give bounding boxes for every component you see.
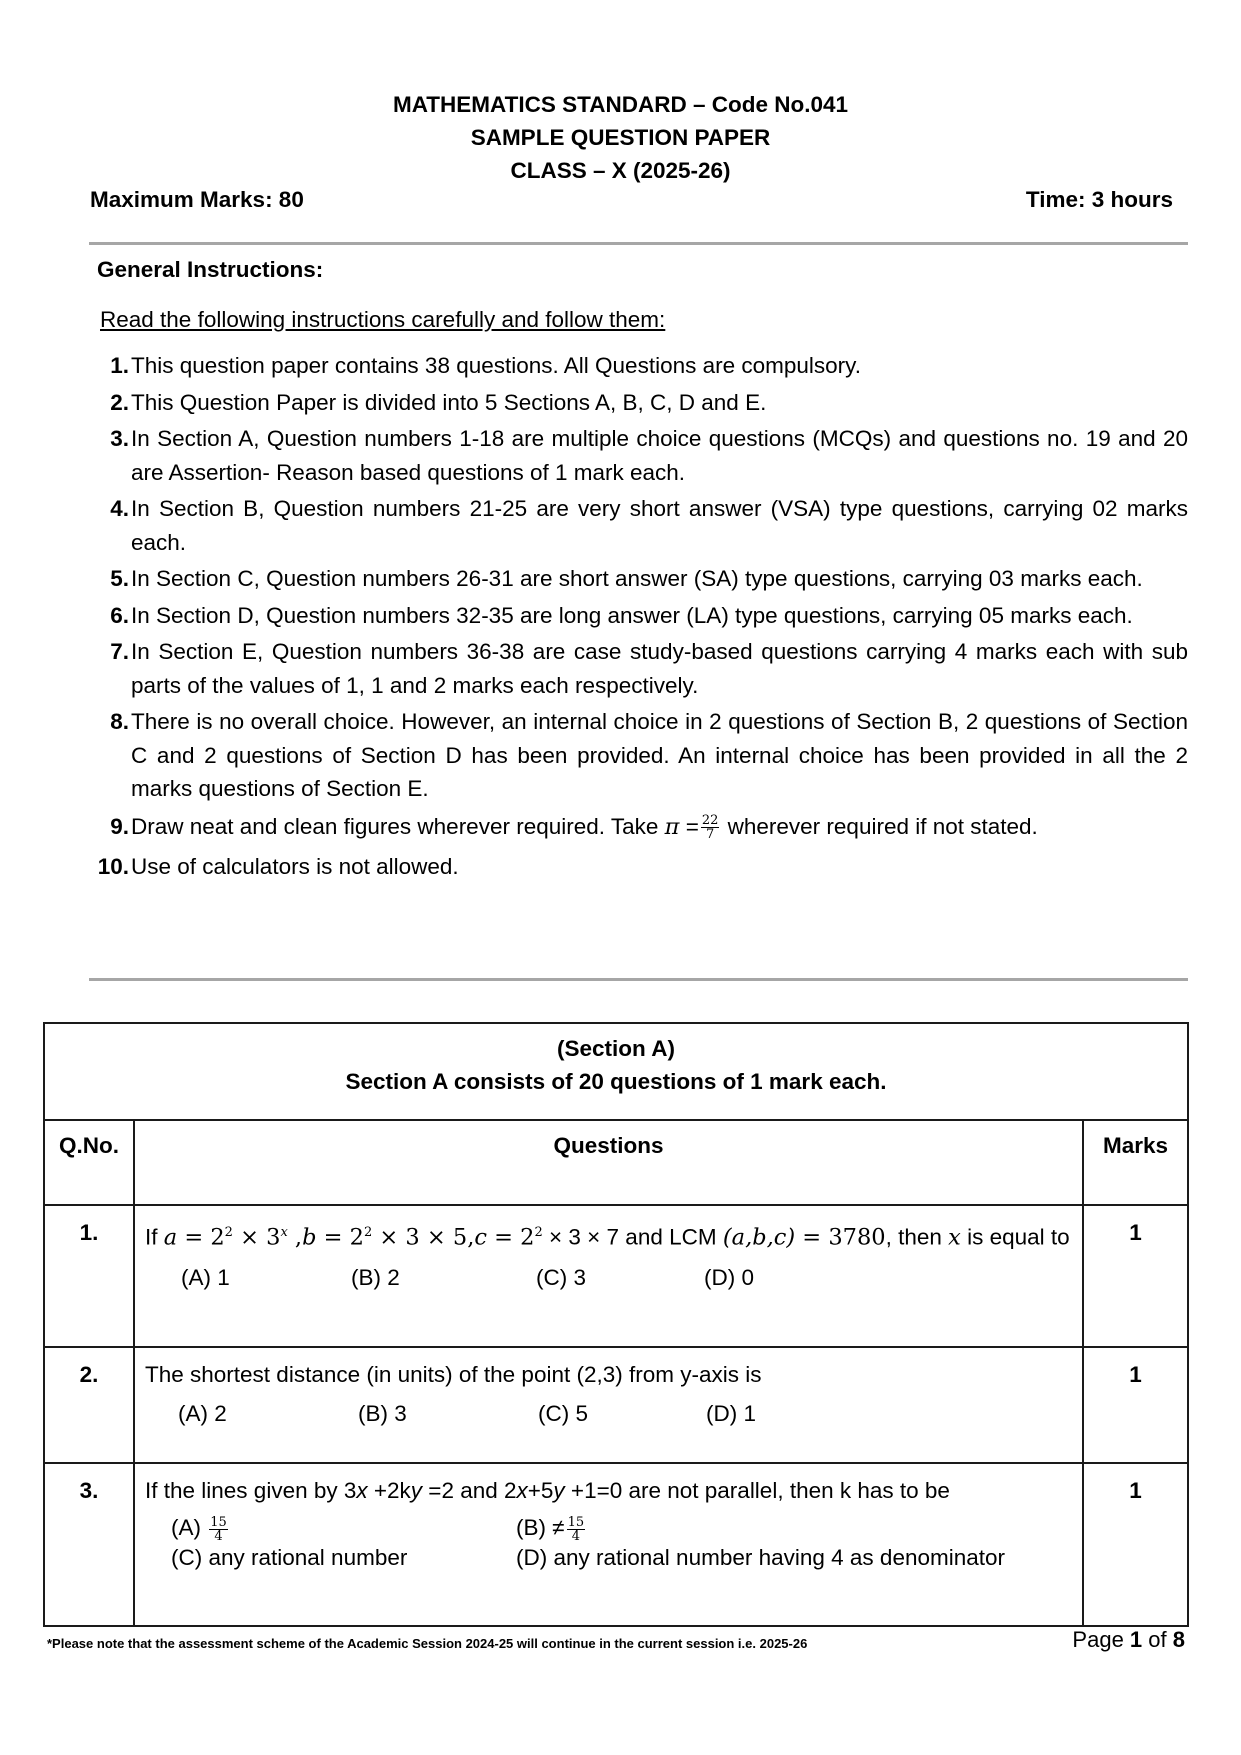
option-b[interactable]: (B) ≠ $\frac{15}{4}$ [516, 1514, 585, 1544]
fraction-22-over-7: $\frac{22}{7}$ [701, 813, 719, 843]
instruction-item: 7. In Section E, Question numbers 36-38 are case study-based questions carrying 4 marks each with sub parts of the values of 1, 1 and 2 marks each respectively. [110, 639, 1188, 698]
instruction-item: 2. This Question Paper is divided into 5 Sections A, B, C, D and E. [110, 389, 767, 415]
question-stem: If $a = 2^2 \times 3^x$ $,b = 2^2 \times 3 \times 5,c = 2^2 \times 3 \times 7$ and LCM (a,b,c) = 3780, then x is equal to [145, 1224, 1070, 1251]
max-marks: Maximum Marks: 80 [90, 187, 304, 212]
option-c[interactable]: (C) any rational number [171, 1545, 408, 1570]
paper-title: MATHEMATICS STANDARD – Code No.041 [392, 92, 849, 117]
column-header-questions: Questions [134, 1120, 1083, 1205]
paper-class: CLASS – X (2025-26) [510, 158, 731, 183]
option-d[interactable]: (D) 0 [704, 1264, 754, 1290]
column-header-row [44, 1120, 1188, 1205]
column-header-qno: Q.No. [44, 1120, 134, 1205]
instruction-item: 1. This question paper contains 38 questions. All Questions are compulsory. [110, 353, 861, 378]
bottom-divider [89, 978, 1188, 981]
option-b[interactable]: (B) 3 [358, 1401, 407, 1426]
question-options [145, 1513, 1072, 1573]
option-c[interactable]: (C) 3 [536, 1264, 586, 1290]
page-number: Page 1 of 8 [1072, 1627, 1185, 1652]
instruction-item: 6. In Section D, Question numbers 32-35 are long answer (LA) type questions, carrying 05 marks each. [110, 602, 1133, 628]
question-row [44, 1463, 1188, 1626]
instructions-list [90, 349, 1188, 887]
top-divider [89, 242, 1188, 245]
section-title: (Section A) [557, 1036, 675, 1061]
question-cell [134, 1205, 1083, 1347]
question-options [145, 1397, 1072, 1430]
option-a[interactable]: (A) $\frac{15}{4}$ [171, 1514, 227, 1544]
question-number: 1. [44, 1205, 134, 1347]
general-instructions-heading: General Instructions: [97, 257, 324, 282]
column-header-marks: Marks [1083, 1120, 1188, 1205]
question-marks: 1 [1083, 1347, 1188, 1463]
instruction-item: 8. There is no overall choice. However, an internal choice in 2 questions of Section B, 2 questions of Section C and 2 questions of Section D has been provided. An internal choice has been provided in all the 2 marks questions of Section E. [110, 709, 1188, 801]
section-subtitle: Section A consists of 20 questions of 1 mark each. [345, 1069, 887, 1094]
question-row [44, 1205, 1188, 1347]
question-number: 2. [44, 1347, 134, 1463]
instruction-item: 4. In Section B, Question numbers 21-25 are very short answer (VSA) type questions, carrying 02 marks each. [110, 496, 1188, 555]
time-allowed: Time: 3 hours [1025, 187, 1173, 212]
question-stem: If the lines given by 3x +2ky =2 and 2x+5y +1=0 are not parallel, then k has to be [145, 1478, 950, 1503]
option-a[interactable]: (A) 2 [178, 1401, 227, 1426]
instruction-item: 10. Use of calculators is not allowed. [97, 854, 459, 879]
pi-symbol: π [664, 813, 680, 840]
option-d[interactable]: (D) any rational number having 4 as denominator [516, 1545, 1006, 1570]
question-cell [134, 1347, 1083, 1463]
paper-title-block [0, 88, 1241, 187]
paper-meta-row [90, 187, 1173, 213]
section-a-table [43, 1022, 1189, 1627]
section-header-row [44, 1023, 1188, 1120]
paper-subtitle: SAMPLE QUESTION PAPER [470, 125, 771, 150]
question-marks: 1 [1083, 1463, 1188, 1626]
option-d[interactable]: (D) 1 [706, 1401, 756, 1426]
instruction-item: 5. In Section C, Question numbers 26-31 are short answer (SA) type questions, carrying 03 marks each. [110, 566, 1143, 591]
instructions-subheading: Read the following instructions carefully and follow them: [100, 307, 666, 332]
question-number: 3. [44, 1463, 134, 1626]
instruction-item: 9. Draw neat and clean figures wherever required. Take π = $\frac{22}{7}$ wherever required if not stated. [110, 813, 1038, 843]
option-c[interactable]: (C) 5 [538, 1401, 588, 1426]
footer-note: *Please note that the assessment scheme of the Academic Session 2024-25 will continue in the current session i.e. 2025-26 [47, 1636, 808, 1651]
question-row [44, 1347, 1188, 1463]
instruction-item: 3. In Section A, Question numbers 1-18 are multiple choice questions (MCQs) and questions no. 19 and 20 are Assertion- Reason based questions of 1 mark each. [110, 426, 1188, 485]
question-marks: 1 [1083, 1205, 1188, 1347]
question-stem: The shortest distance (in units) of the point (2,3) from y-axis is [145, 1362, 762, 1387]
question-options [145, 1261, 1072, 1294]
option-a[interactable]: (A) 1 [181, 1264, 230, 1290]
option-b[interactable]: (B) 2 [351, 1264, 400, 1290]
question-cell [134, 1463, 1083, 1626]
